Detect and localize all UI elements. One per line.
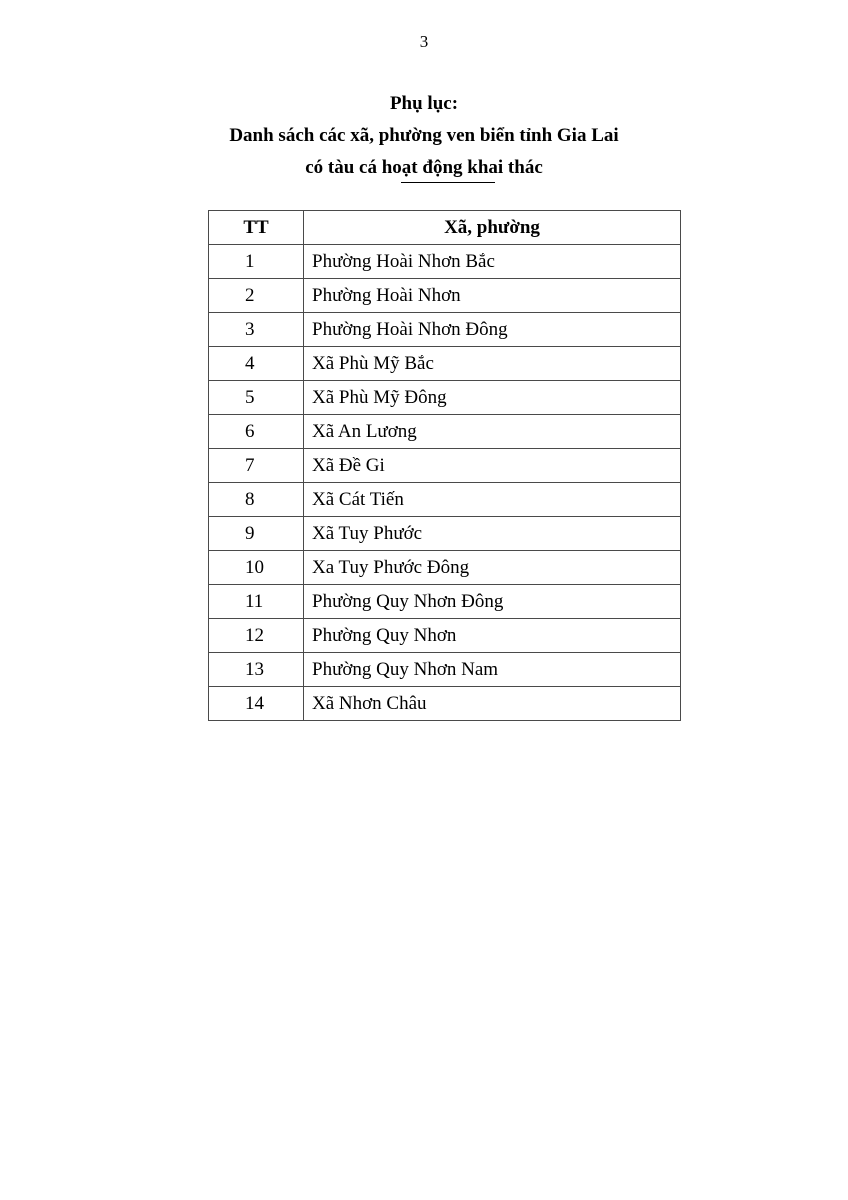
row-number: 3 — [209, 313, 304, 347]
row-number: 14 — [209, 687, 304, 721]
appendix-subtitle-line-2: có tàu cá hoạt động khai thác — [305, 157, 543, 178]
table-row — [209, 245, 681, 279]
column-header-tt: TT — [209, 211, 304, 245]
row-number: 2 — [209, 279, 304, 313]
row-number: 8 — [209, 483, 304, 517]
table-row — [209, 585, 681, 619]
row-number: 9 — [209, 517, 304, 551]
commune-name: Phường Quy Nhơn — [304, 619, 681, 653]
table-row — [209, 619, 681, 653]
table-row — [209, 687, 681, 721]
table-row — [209, 517, 681, 551]
commune-name: Phường Hoài Nhơn — [304, 279, 681, 313]
commune-list-table — [208, 210, 681, 721]
table-row — [209, 381, 681, 415]
table-row — [209, 279, 681, 313]
table-row — [209, 415, 681, 449]
appendix-title: Phụ lục: — [389, 93, 459, 114]
commune-name: Xã Tuy Phước — [304, 517, 681, 551]
table-row — [209, 313, 681, 347]
row-number: 5 — [209, 381, 304, 415]
row-number: 7 — [209, 449, 304, 483]
commune-name: Xã Cát Tiến — [304, 483, 681, 517]
table-row — [209, 483, 681, 517]
row-number: 6 — [209, 415, 304, 449]
commune-name: Xã Đề Gi — [304, 449, 681, 483]
table-row — [209, 347, 681, 381]
row-number: 11 — [209, 585, 304, 619]
page-number: 3 — [419, 32, 429, 51]
column-header-name: Xã, phường — [304, 211, 681, 245]
table-header-row — [209, 211, 681, 245]
commune-name: Phường Hoài Nhơn Đông — [304, 313, 681, 347]
row-number: 1 — [209, 245, 304, 279]
commune-name: Xã An Lương — [304, 415, 681, 449]
commune-name: Xã Phù Mỹ Bắc — [304, 347, 681, 381]
commune-name: Xã Nhơn Châu — [304, 687, 681, 721]
commune-name: Xã Phù Mỹ Đông — [304, 381, 681, 415]
commune-name: Phường Quy Nhơn Nam — [304, 653, 681, 687]
heading-underline-rule — [401, 182, 495, 183]
row-number: 4 — [209, 347, 304, 381]
table-row — [209, 551, 681, 585]
document-heading — [0, 88, 848, 184]
commune-name: Xa Tuy Phước Đông — [304, 551, 681, 585]
row-number: 12 — [209, 619, 304, 653]
appendix-subtitle-line-1: Danh sách các xã, phường ven biển tỉnh Gia Lai — [229, 125, 619, 146]
commune-name: Phường Hoài Nhơn Bắc — [304, 245, 681, 279]
row-number: 10 — [209, 551, 304, 585]
table-row — [209, 449, 681, 483]
row-number: 13 — [209, 653, 304, 687]
table-row — [209, 653, 681, 687]
commune-name: Phường Quy Nhơn Đông — [304, 585, 681, 619]
